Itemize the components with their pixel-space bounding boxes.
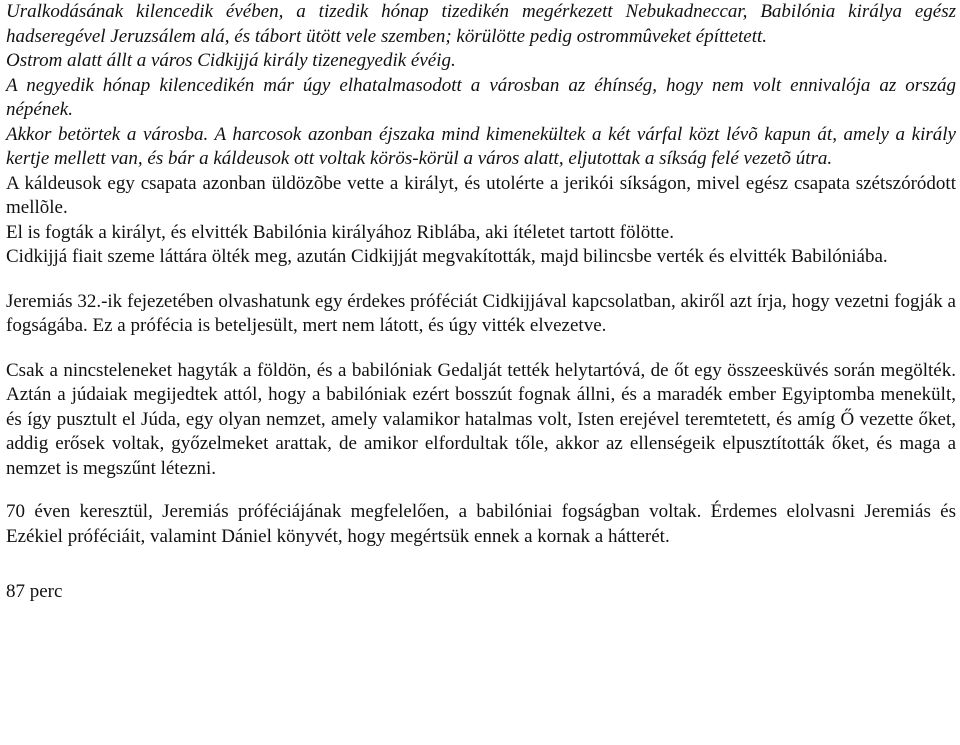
quote-paragraph: A káldeusok egy csapata azonban üldözõbe vette a királyt, és utolérte a jerikói síkságon, mivel egész csapata szétszóródott mellõle. [6, 172, 956, 218]
quote-paragraph: Akkor betörtek a városba. A harcosok azonban éjszaka mind kimenekültek a két várfal közt lévõ kapun át, amely a király kertje mellett van, és bár a káldeusok ott voltak körös-körül a város alatt, eljutottak a síkság felé vezetõ útra. [6, 123, 956, 169]
quote-paragraph: Cidkijjá fiait szeme láttára ölték meg, azután Cidkijját megvakították, majd bilincsbe verték és elvitték Babilóniába. [6, 246, 888, 267]
paragraph-spacer [6, 270, 956, 290]
paragraph-spacer [6, 339, 956, 359]
quote-paragraph: Uralkodásának kilencedik évében, a tizedik hónap tizedikén megérkezett Nebukadneccar, Babilónia királya egész hadseregével Jeruzsálem alá, és tábort ütött vele szemben; körülötte pedig ostrommûveket építtetett. [6, 1, 956, 47]
commentary-paragraph: Csak a nincsteleneket hagyták a földön, és a babilóniak Gedalját tették helytartóvá, de őt egy összeesküvés során megölték. Aztán a júdaiak megijedtek attól, hogy a babilóniak ezért bosszút fognak állni, és a maradék ember Egyiptomba menekült, és így pusztult el Júda, egy olyan nemzet, amely valamikor hatalmas volt, Isten erejével teremtetett, és amíg Ő vezette őket, addig erősek voltak, győzelmeket arattak, de amikor elfordultak tőle, akkor az ellenségeik elpusztították őket, és maga a nemzet is megszűnt létezni. [6, 359, 956, 479]
paragraph-spacer [6, 481, 956, 500]
document-page [6, 0, 956, 605]
duration-label: 87 perc [6, 581, 63, 602]
commentary-paragraph: Jeremiás 32.-ik fejezetében olvashatunk egy érdekes próféciát Cidkijjával kapcsolatban, akiről azt írja, hogy vezetni fogják a fogságába. Ez a prófécia is beteljesült, mert nem látott, és úgy vitték elvezetve. [6, 290, 956, 336]
quote-paragraph: Ostrom alatt állt a város Cidkijjá király tizenegyedik évéig. [6, 50, 456, 71]
commentary-paragraph: 70 éven keresztül, Jeremiás próféciájának megfelelően, a babilóniai fogságban voltak. Érdemes elolvasni Jeremiás és Ezékiel próféciáit, valamint Dániel könyvét, hogy megértsük ennek a kornak a hátterét. [6, 501, 956, 547]
quote-paragraph: A negyedik hónap kilencedikén már úgy elhatalmasodott a városban az éhínség, hogy nem volt ennivalója az ország népének. [6, 74, 956, 120]
paragraph-spacer [6, 549, 956, 580]
bible-quote-block [6, 0, 956, 270]
quote-paragraph: El is fogták a királyt, és elvitték Babilónia királyához Riblába, aki ítéletet tartott fölötte. [6, 221, 674, 243]
